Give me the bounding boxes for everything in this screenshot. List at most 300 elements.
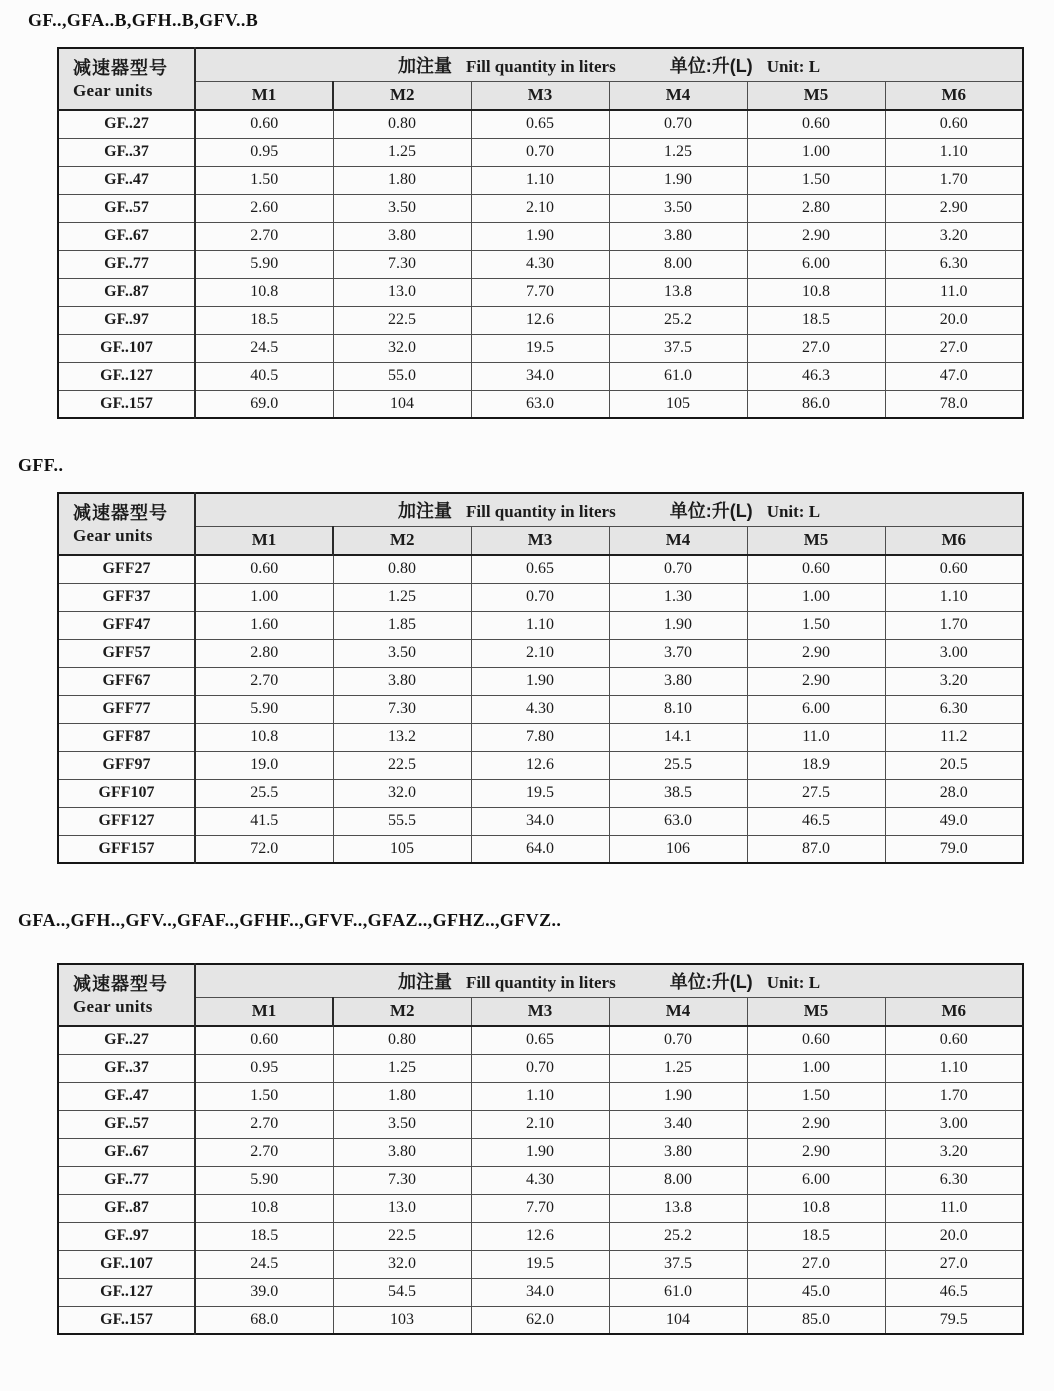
fill-value-cell: 3.80 [333,667,471,695]
fill-value-cell: 2.10 [471,1110,609,1138]
fill-value-cell: 11.0 [885,1194,1023,1222]
fill-value-cell: 18.5 [195,1222,333,1250]
table-row [58,1194,1023,1222]
column-header-m4: M4 [609,81,747,110]
section-title: GF..,GFA..B,GFH..B,GFV..B [28,10,259,30]
gear-model-cell: GF..97 [58,306,195,334]
gear-model-cell: GFF67 [58,667,195,695]
fill-value-cell: 61.0 [609,362,747,390]
table-header-row-top [58,493,1023,526]
fill-value-cell: 46.3 [747,362,885,390]
fill-value-cell: 2.10 [471,639,609,667]
column-header-m4: M4 [609,526,747,555]
fill-value-cell: 0.70 [609,110,747,138]
table-row [58,583,1023,611]
gear-model-cell: GF..57 [58,194,195,222]
fill-value-cell: 0.80 [333,1026,471,1054]
fill-value-cell: 25.2 [609,1222,747,1250]
column-header-m1: M1 [195,526,333,555]
column-header-m1: M1 [195,997,333,1026]
fill-quantity-label-en: Fill quantity in liters [465,56,616,76]
fill-value-cell: 1.50 [747,166,885,194]
fill-value-cell: 25.2 [609,306,747,334]
fill-value-cell: 8.00 [609,250,747,278]
gear-model-cell: GF..157 [58,390,195,418]
fill-value-cell: 1.50 [747,611,885,639]
fill-value-cell: 22.5 [333,306,471,334]
gear-model-cell: GF..127 [58,1278,195,1306]
table-header-row-top [58,48,1023,81]
fill-value-cell: 1.70 [885,1082,1023,1110]
table-row [58,334,1023,362]
fill-value-cell: 10.8 [195,1194,333,1222]
column-header-m2: M2 [333,997,471,1026]
fill-value-cell: 79.0 [885,835,1023,863]
fill-value-cell: 0.60 [195,110,333,138]
table-row [58,1026,1023,1054]
table-header-row-top [58,964,1023,997]
fill-value-cell: 0.80 [333,110,471,138]
fill-value-cell: 49.0 [885,807,1023,835]
fill-value-cell: 13.0 [333,278,471,306]
fill-value-cell: 3.50 [609,194,747,222]
fill-value-cell: 19.5 [471,1250,609,1278]
fill-value-cell: 41.5 [195,807,333,835]
fill-value-cell: 61.0 [609,1278,747,1306]
fill-value-cell: 11.0 [885,278,1023,306]
fill-value-cell: 3.50 [333,1110,471,1138]
fill-value-cell: 0.70 [471,583,609,611]
gear-model-cell: GFF107 [58,779,195,807]
fill-value-cell: 1.50 [195,1082,333,1110]
fill-value-cell: 86.0 [747,390,885,418]
fill-value-cell: 1.80 [333,166,471,194]
fill-value-cell: 27.0 [885,334,1023,362]
table-row [58,1222,1023,1250]
fill-value-cell: 13.8 [609,278,747,306]
fill-value-cell: 2.80 [747,194,885,222]
gear-model-cell: GF..37 [58,138,195,166]
fill-value-cell: 1.90 [609,166,747,194]
column-header-m6: M6 [885,526,1023,555]
fill-value-cell: 47.0 [885,362,1023,390]
gear-units-header-cell [58,493,195,555]
gear-model-cell: GF..127 [58,362,195,390]
fill-value-cell: 18.9 [747,751,885,779]
fill-value-cell: 0.70 [471,1054,609,1082]
section-gfa-gfh-gfv-series [0,910,1054,1335]
gear-model-cell: GFF97 [58,751,195,779]
fill-value-cell: 87.0 [747,835,885,863]
unit-label-cn: 单位:升(L) [669,55,753,76]
column-header-m5: M5 [747,997,885,1026]
gear-model-cell: GFF87 [58,723,195,751]
fill-value-cell: 1.90 [609,1082,747,1110]
fill-value-cell: 1.60 [195,611,333,639]
fill-value-cell: 1.25 [609,1054,747,1082]
fill-value-cell: 0.95 [195,1054,333,1082]
gear-model-cell: GF..67 [58,222,195,250]
fill-value-cell: 63.0 [609,807,747,835]
fill-value-cell: 7.30 [333,695,471,723]
fill-value-cell: 2.80 [195,639,333,667]
column-header-m6: M6 [885,81,1023,110]
fill-value-cell: 1.90 [471,222,609,250]
fill-value-cell: 1.70 [885,611,1023,639]
fill-value-cell: 0.60 [885,110,1023,138]
table-row [58,611,1023,639]
column-header-m2: M2 [333,81,471,110]
fill-value-cell: 0.60 [195,1026,333,1054]
fill-value-cell: 0.70 [609,1026,747,1054]
fill-value-cell: 3.00 [885,639,1023,667]
fill-value-cell: 1.10 [471,1082,609,1110]
fill-value-cell: 11.2 [885,723,1023,751]
fill-value-cell: 0.60 [885,555,1023,583]
section-title: GFA..,GFH..,GFV..,GFAF..,GFHF..,GFVF..,GFAZ..,GFHZ..,GFVZ.. [18,910,562,930]
fill-value-cell: 0.60 [747,1026,885,1054]
fill-value-cell: 4.30 [471,695,609,723]
table-row [58,723,1023,751]
fill-value-cell: 1.10 [471,611,609,639]
table-row [58,362,1023,390]
fill-value-cell: 22.5 [333,751,471,779]
column-header-m3: M3 [471,997,609,1026]
fill-value-cell: 34.0 [471,807,609,835]
table-header-row-columns [58,526,1023,555]
fill-value-cell: 1.25 [333,138,471,166]
fill-quantity-label-en: Fill quantity in liters [465,972,616,992]
gear-model-cell: GF..87 [58,278,195,306]
gear-model-cell: GF..77 [58,1166,195,1194]
table-row [58,1110,1023,1138]
fill-value-cell: 3.50 [333,194,471,222]
fill-value-cell: 0.80 [333,555,471,583]
fill-value-cell: 72.0 [195,835,333,863]
fill-value-cell: 7.30 [333,1166,471,1194]
fill-value-cell: 20.0 [885,1222,1023,1250]
fill-value-cell: 0.65 [471,110,609,138]
gear-model-cell: GF..27 [58,1026,195,1054]
fill-value-cell: 8.00 [609,1166,747,1194]
fill-quantity-header [196,968,1022,994]
section-title: GFF.. [18,455,64,475]
fill-value-cell: 1.90 [471,667,609,695]
column-header-m5: M5 [747,526,885,555]
fill-value-cell: 2.70 [195,667,333,695]
fill-quantity-label-cn: 加注量 [397,55,452,76]
fill-value-cell: 105 [333,835,471,863]
fill-value-cell: 103 [333,1306,471,1334]
fill-value-cell: 62.0 [471,1306,609,1334]
fill-value-cell: 27.0 [885,1250,1023,1278]
table-body [58,110,1023,418]
fill-value-cell: 2.10 [471,194,609,222]
table-row [58,222,1023,250]
fill-value-cell: 10.8 [747,1194,885,1222]
fill-value-cell: 24.5 [195,334,333,362]
gear-units-label-cn: 减速器型号 [73,974,168,995]
fill-value-cell: 3.20 [885,667,1023,695]
fill-value-cell: 20.0 [885,306,1023,334]
fill-value-cell: 3.80 [609,1138,747,1166]
fill-value-cell: 3.00 [885,1110,1023,1138]
table-row [58,110,1023,138]
gear-units-label-cn: 减速器型号 [73,503,168,524]
table-row [58,667,1023,695]
fill-value-cell: 38.5 [609,779,747,807]
fill-value-cell: 104 [333,390,471,418]
fill-value-cell: 46.5 [885,1278,1023,1306]
fill-value-cell: 8.10 [609,695,747,723]
table-row [58,639,1023,667]
fill-value-cell: 25.5 [195,779,333,807]
fill-value-cell: 6.00 [747,1166,885,1194]
fill-value-cell: 2.90 [885,194,1023,222]
fill-value-cell: 5.90 [195,1166,333,1194]
fill-value-cell: 0.60 [747,555,885,583]
gear-model-cell: GF..27 [58,110,195,138]
fill-value-cell: 3.40 [609,1110,747,1138]
table-row [58,835,1023,863]
fill-value-cell: 3.70 [609,639,747,667]
table-row [58,779,1023,807]
fill-value-cell: 78.0 [885,390,1023,418]
table-row [58,250,1023,278]
column-header-m5: M5 [747,81,885,110]
fill-value-cell: 4.30 [471,1166,609,1194]
fill-value-cell: 5.90 [195,250,333,278]
gear-model-cell: GF..47 [58,166,195,194]
fill-value-cell: 10.8 [747,278,885,306]
table-row [58,1250,1023,1278]
fill-quantity-label-cn: 加注量 [397,500,452,521]
fill-value-cell: 3.80 [609,667,747,695]
fill-value-cell: 63.0 [471,390,609,418]
fill-quantity-label-cn: 加注量 [397,971,452,992]
fill-value-cell: 18.5 [747,1222,885,1250]
gear-model-cell: GF..157 [58,1306,195,1334]
fill-value-cell: 7.30 [333,250,471,278]
fill-value-cell: 34.0 [471,362,609,390]
gear-model-cell: GFF77 [58,695,195,723]
fill-value-cell: 2.70 [195,1110,333,1138]
fill-value-cell: 18.5 [195,306,333,334]
fill-value-cell: 1.50 [747,1082,885,1110]
fill-value-cell: 105 [609,390,747,418]
fill-value-cell: 55.5 [333,807,471,835]
gear-model-cell: GF..57 [58,1110,195,1138]
fill-value-cell: 37.5 [609,334,747,362]
fill-value-cell: 19.0 [195,751,333,779]
fill-value-cell: 0.60 [747,110,885,138]
table-row [58,278,1023,306]
column-header-m6: M6 [885,997,1023,1026]
fill-value-cell: 3.80 [333,222,471,250]
fill-value-cell: 1.80 [333,1082,471,1110]
column-header-m2: M2 [333,526,471,555]
fill-value-cell: 0.95 [195,138,333,166]
fill-value-cell: 1.10 [885,583,1023,611]
gear-model-cell: GF..107 [58,334,195,362]
fill-value-cell: 1.85 [333,611,471,639]
unit-label-en: Unit: L [766,501,821,521]
table-row [58,1306,1023,1334]
table-row [58,695,1023,723]
gear-model-cell: GFF127 [58,807,195,835]
fill-quantity-table [57,47,1024,419]
fill-value-cell: 54.5 [333,1278,471,1306]
fill-quantity-table [57,492,1024,864]
fill-value-cell: 2.70 [195,222,333,250]
fill-value-cell: 32.0 [333,779,471,807]
fill-value-cell: 45.0 [747,1278,885,1306]
fill-value-cell: 2.90 [747,667,885,695]
fill-value-cell: 64.0 [471,835,609,863]
fill-value-cell: 27.5 [747,779,885,807]
unit-label-cn: 单位:升(L) [669,500,753,521]
fill-value-cell: 6.30 [885,695,1023,723]
gear-model-cell: GF..77 [58,250,195,278]
gear-model-cell: GFF47 [58,611,195,639]
fill-value-cell: 79.5 [885,1306,1023,1334]
fill-value-cell: 20.5 [885,751,1023,779]
fill-value-cell: 13.0 [333,1194,471,1222]
fill-quantity-table [57,963,1024,1335]
fill-value-cell: 1.00 [195,583,333,611]
fill-value-cell: 106 [609,835,747,863]
table-header-row-columns [58,997,1023,1026]
fill-value-cell: 1.10 [471,166,609,194]
fill-value-cell: 22.5 [333,1222,471,1250]
fill-quantity-label-en: Fill quantity in liters [465,501,616,521]
fill-value-cell: 32.0 [333,1250,471,1278]
unit-label-en: Unit: L [766,56,821,76]
fill-value-cell: 10.8 [195,723,333,751]
fill-value-cell: 11.0 [747,723,885,751]
column-header-m3: M3 [471,81,609,110]
table-row [58,1054,1023,1082]
fill-value-cell: 13.8 [609,1194,747,1222]
section-gf-b-series [0,10,1054,419]
fill-value-cell: 1.25 [609,138,747,166]
fill-quantity-header-cell [195,964,1023,997]
fill-value-cell: 6.30 [885,1166,1023,1194]
fill-value-cell: 12.6 [471,306,609,334]
gear-model-cell: GF..87 [58,1194,195,1222]
fill-value-cell: 1.90 [471,1138,609,1166]
fill-value-cell: 0.70 [609,555,747,583]
fill-value-cell: 28.0 [885,779,1023,807]
fill-value-cell: 1.10 [885,1054,1023,1082]
table-row [58,390,1023,418]
fill-value-cell: 0.65 [471,1026,609,1054]
gear-model-cell: GFF37 [58,583,195,611]
gear-units-label-en: Gear units [73,996,153,1016]
gear-units-label-cn: 减速器型号 [73,58,168,79]
table-row [58,306,1023,334]
gear-model-cell: GF..97 [58,1222,195,1250]
fill-quantity-header-cell [195,493,1023,526]
gear-units-header-cell [58,48,195,110]
gear-units-label-en: Gear units [73,80,153,100]
fill-value-cell: 19.5 [471,334,609,362]
table-header-row-columns [58,81,1023,110]
fill-value-cell: 1.30 [609,583,747,611]
column-header-m4: M4 [609,997,747,1026]
unit-label-cn: 单位:升(L) [669,971,753,992]
gear-model-cell: GF..67 [58,1138,195,1166]
table-body [58,555,1023,863]
fill-value-cell: 39.0 [195,1278,333,1306]
fill-value-cell: 1.25 [333,1054,471,1082]
table-body [58,1026,1023,1334]
fill-value-cell: 12.6 [471,751,609,779]
gear-model-cell: GFF27 [58,555,195,583]
fill-value-cell: 4.30 [471,250,609,278]
unit-label-en: Unit: L [766,972,821,992]
table-row [58,1166,1023,1194]
fill-value-cell: 1.90 [609,611,747,639]
fill-quantity-header-cell [195,48,1023,81]
table-row [58,555,1023,583]
fill-value-cell: 2.90 [747,1138,885,1166]
fill-value-cell: 85.0 [747,1306,885,1334]
fill-value-cell: 7.80 [471,723,609,751]
fill-value-cell: 2.90 [747,1110,885,1138]
fill-quantity-header [196,52,1022,78]
fill-value-cell: 104 [609,1306,747,1334]
fill-value-cell: 0.60 [885,1026,1023,1054]
fill-value-cell: 7.70 [471,1194,609,1222]
fill-value-cell: 32.0 [333,334,471,362]
fill-value-cell: 24.5 [195,1250,333,1278]
fill-value-cell: 6.00 [747,250,885,278]
fill-value-cell: 40.5 [195,362,333,390]
fill-value-cell: 34.0 [471,1278,609,1306]
fill-value-cell: 46.5 [747,807,885,835]
gear-model-cell: GF..107 [58,1250,195,1278]
fill-value-cell: 5.90 [195,695,333,723]
table-row [58,1138,1023,1166]
fill-value-cell: 7.70 [471,278,609,306]
fill-value-cell: 1.70 [885,166,1023,194]
fill-value-cell: 27.0 [747,1250,885,1278]
fill-value-cell: 3.80 [333,1138,471,1166]
table-row [58,807,1023,835]
column-header-m1: M1 [195,81,333,110]
fill-value-cell: 2.60 [195,194,333,222]
gear-model-cell: GFF57 [58,639,195,667]
fill-value-cell: 3.50 [333,639,471,667]
fill-value-cell: 13.2 [333,723,471,751]
fill-quantity-header [196,497,1022,523]
fill-value-cell: 1.00 [747,1054,885,1082]
table-row [58,1278,1023,1306]
fill-value-cell: 6.30 [885,250,1023,278]
fill-value-cell: 0.70 [471,138,609,166]
table-row [58,1082,1023,1110]
gear-model-cell: GF..37 [58,1054,195,1082]
fill-value-cell: 1.10 [885,138,1023,166]
fill-value-cell: 37.5 [609,1250,747,1278]
fill-value-cell: 1.00 [747,583,885,611]
fill-value-cell: 10.8 [195,278,333,306]
column-header-m3: M3 [471,526,609,555]
fill-value-cell: 55.0 [333,362,471,390]
gear-model-cell: GFF157 [58,835,195,863]
table-row [58,194,1023,222]
